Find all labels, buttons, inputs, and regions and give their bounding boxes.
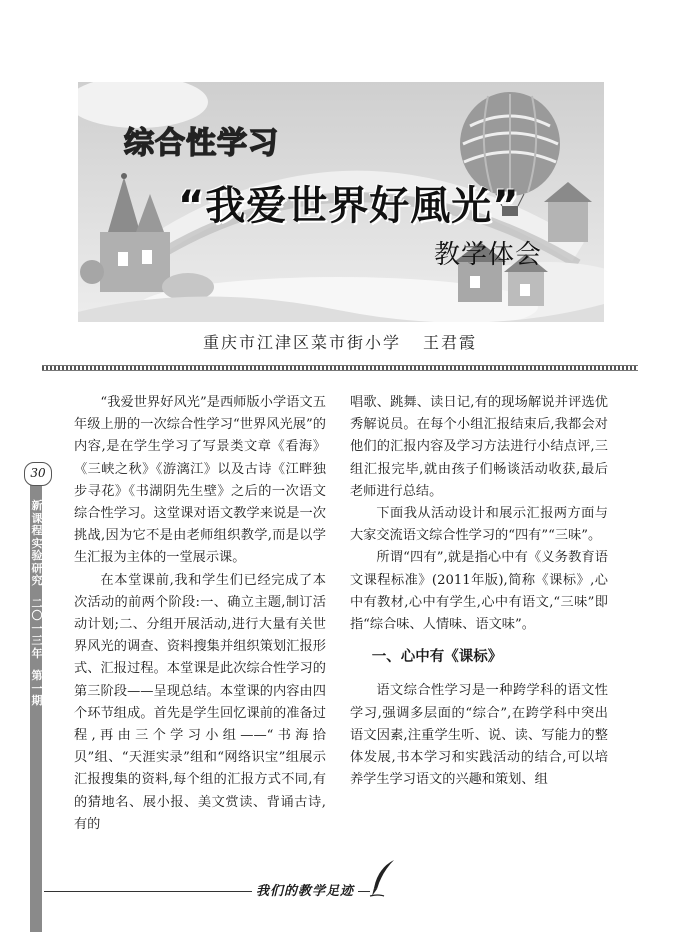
journal-char: 课 [31,511,43,525]
issue-char: 二 [31,596,43,610]
issue-char: 期 [31,694,43,707]
issue-char: 〇 [31,609,43,622]
quill-pen-icon [368,858,398,898]
journal-char: 验 [31,549,43,562]
header-banner [78,82,604,322]
article-title: “我爱世界好風光” [178,183,520,229]
journal-char: 新 [31,499,43,512]
page-number: 30 [24,462,52,486]
body-paragraph: 下面我从活动设计和展示汇报两方面与大家交流语文综合性学习的“四有”“三味”。 [350,506,608,544]
journal-char: 研 [31,561,43,575]
author-name: 王君霞 [423,333,478,352]
body-paragraph: 在本堂课前,我和学生们已经完成了本次活动的前两个阶段:一、确立主题,制订活动计划;二、分组开展活动,进行大量有关世界风光的调查、资料搜集并组织策划汇报形式、汇报过程。本堂课是此次综合性学习的第三阶段——呈现总结。本堂课的内容由四个环节组成。首先是学生回忆课前的准备过程,再由三个学习小组——“书海拾贝”组、“天涯实录”组和“网络识宝”组展示汇报搜集的资料,每个组的汇报方式不同,有的猜地名、展小报、美文赏读、背诵古诗,有的 [74,572,326,832]
journal-char: 程 [31,524,43,537]
journal-char: 究 [31,574,43,587]
body-paragraph: 唱歌、跳舞、读日记,有的现场解说并评选优秀解说员。在每个小组汇报结束后,我都会对他们的汇报内容及学习方法进行小结点评,三组汇报完毕,就由孩子们畅谈活动收获,最后老师进行总结。 [350,395,608,499]
body-paragraph: “我爱世界好风光”是西师版小学语文五年级上册的一次综合性学习“世界风光展”的内容,是在学生学习了写景类文章《看海》《三峡之秋》《游漓江》以及古诗《江畔独步寻花》《书湖阴先生壁》之后的一次语文综合性学习。这堂课对语文教学来说是一次挑战,因为它不是由老师组织教学,而是以学生汇报为主体的一堂展示课。 [74,395,326,566]
journal-info [30,500,44,708]
issue-char: 一 [31,681,43,695]
right-column [350,392,608,791]
issue-char: 年 [31,646,43,660]
issue-char: 第 [31,669,43,682]
banner-caption: 教学体会 [434,240,543,270]
body-paragraph: 语文综合性学习是一种跨学科的语文性学习,强调多层面的“综合”,在跨学科中突出语文因素,注重学生听、说、读、写能力的整体发展,书本学习和实践活动的结合,可以培养学生学习语文的兴趣和策划、组 [350,683,608,788]
byline [0,330,680,353]
author-affiliation: 重庆市江津区菜市街小学 [202,333,401,352]
issue-char: 三 [31,634,43,647]
section-heading: 一、心中有《课标》 [371,649,503,666]
issue-char: 一 [31,621,43,635]
dotted-divider [42,365,638,371]
left-column [74,392,326,836]
footer-section-label: 我们的教学足迹 [252,880,358,899]
body-paragraph: 所谓“四有”,就是指心中有《义务教育语文课程标准》(2011年版),简称《课标》,心中有教材,心中有学生,心中有语文,“三味”即指“综合味、人情味、语文味”。 [350,550,608,633]
banner-subtitle: 综合性学习 [124,126,279,161]
journal-char: 实 [31,536,43,550]
